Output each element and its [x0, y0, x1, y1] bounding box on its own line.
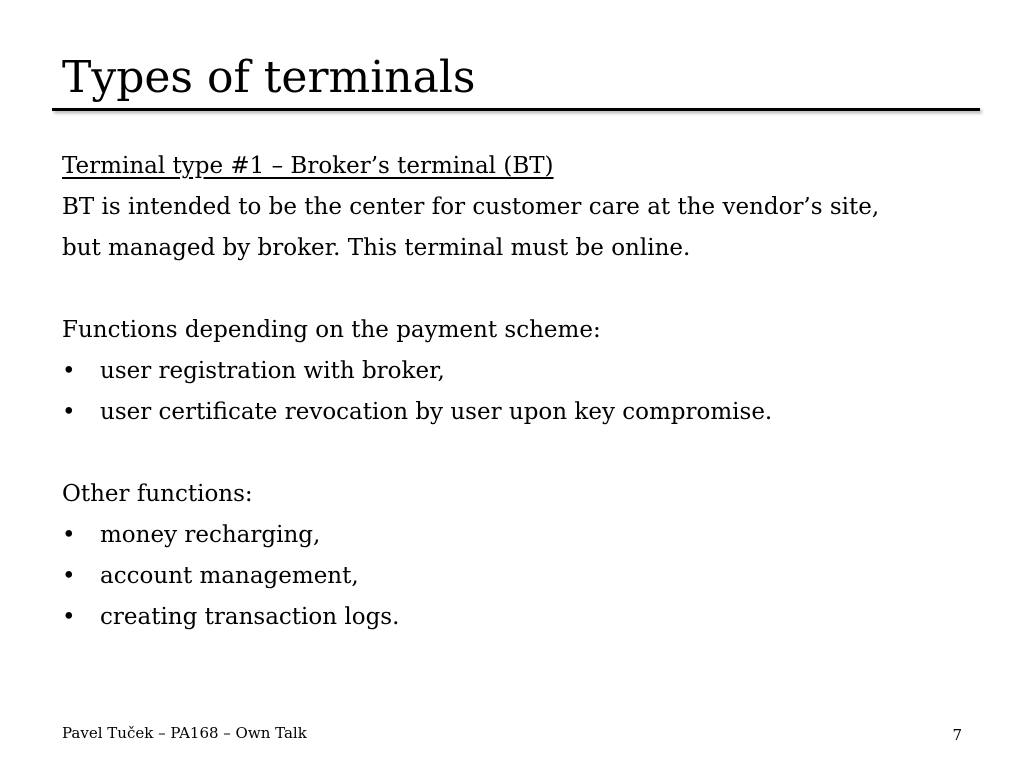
- bullet-item: [62, 556, 982, 597]
- bullet-text: money recharging,: [100, 522, 321, 548]
- spacer: [62, 269, 982, 310]
- bullet-text: account management,: [100, 563, 359, 589]
- section-heading: Other functions:: [62, 481, 253, 507]
- intro-line: but managed by broker. This terminal must be online.: [62, 235, 691, 261]
- spacer: [62, 433, 982, 474]
- bullet-icon: •: [62, 358, 76, 384]
- bullet-text: user certificate revocation by user upon key compromise.: [100, 399, 773, 425]
- bullet-text: creating transaction logs.: [100, 604, 400, 630]
- bullet-item: [62, 392, 982, 433]
- slide-title: Types of terminals: [62, 52, 476, 103]
- bullet-item: [62, 515, 982, 556]
- footer-author: Pavel Tuček – PA168 – Own Talk: [62, 724, 307, 742]
- bullet-item: [62, 597, 982, 638]
- bullet-icon: •: [62, 522, 76, 548]
- subheading: Terminal type #1 – Broker’s terminal (BT): [62, 153, 554, 179]
- intro-line: BT is intended to be the center for customer care at the vendor’s site,: [62, 194, 880, 220]
- bullet-icon: •: [62, 399, 76, 425]
- section-heading: Functions depending on the payment scheme:: [62, 317, 601, 343]
- bullet-icon: •: [62, 604, 76, 630]
- title-divider: [52, 108, 980, 111]
- bullet-icon: •: [62, 563, 76, 589]
- page-number: 7: [952, 726, 962, 744]
- bullet-item: [62, 351, 982, 392]
- slide-content: [62, 146, 982, 638]
- bullet-text: user registration with broker,: [100, 358, 445, 384]
